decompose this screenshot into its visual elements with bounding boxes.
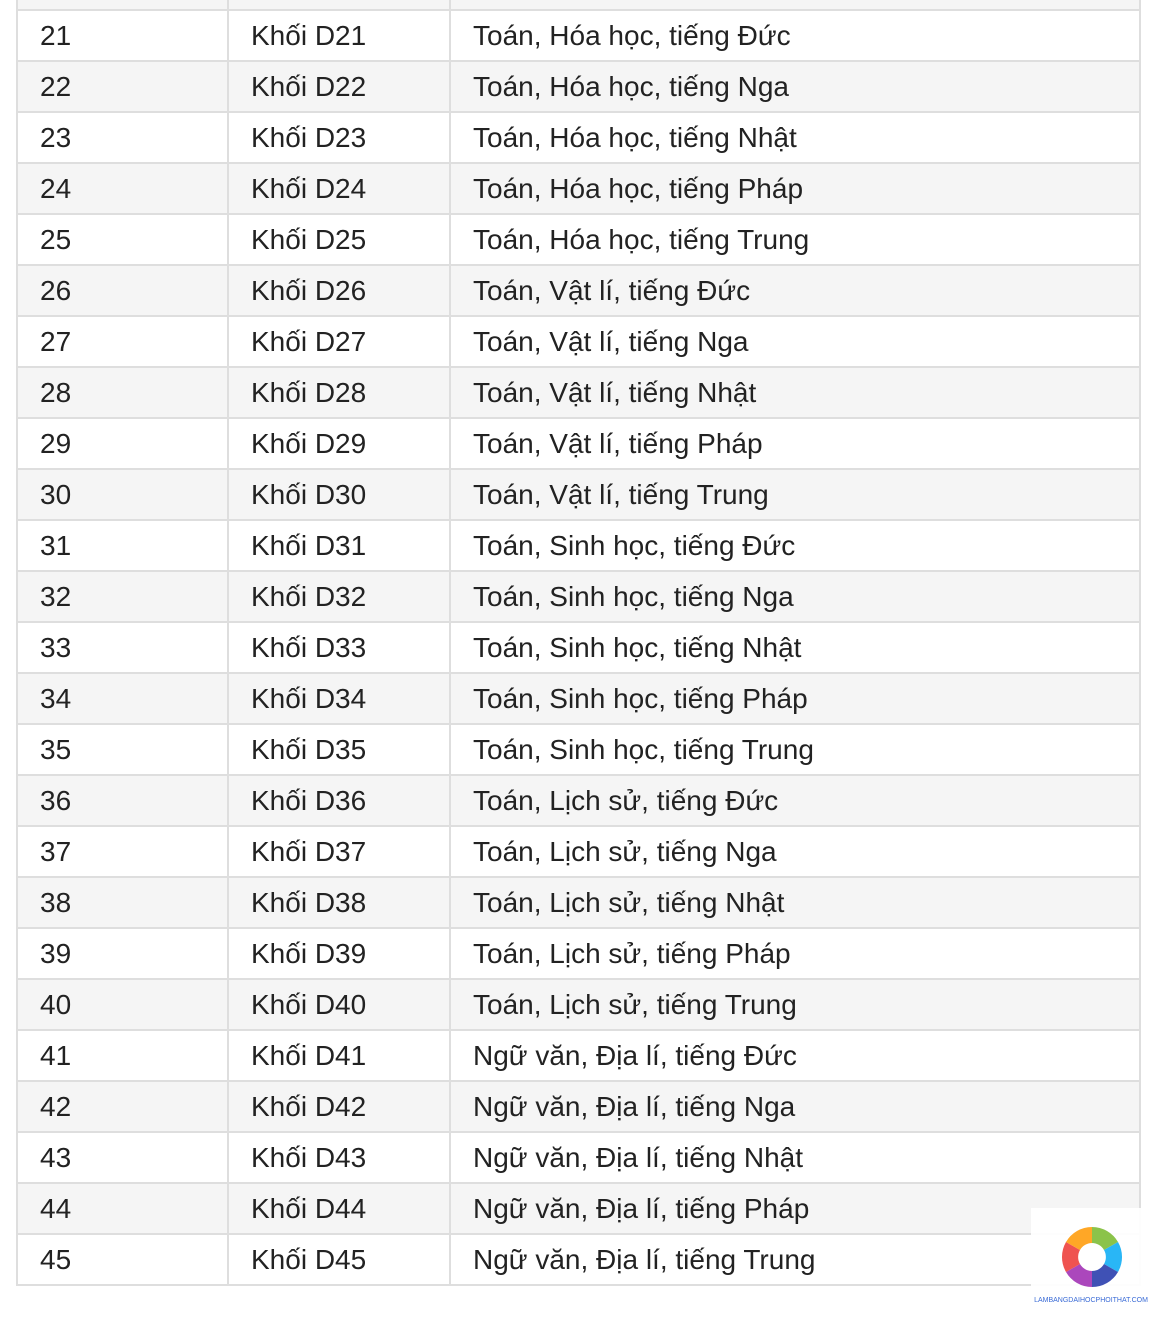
table-container bbox=[16, 0, 1139, 1286]
cell-subjects: Toán, Lịch sử, tiếng Pháp bbox=[450, 928, 1140, 979]
cell-no bbox=[17, 0, 228, 10]
cell-code: Khối D44 bbox=[228, 1183, 450, 1234]
table-row bbox=[17, 1183, 1140, 1234]
table-row bbox=[17, 673, 1140, 724]
cell-no: 37 bbox=[17, 826, 228, 877]
cell-no: 30 bbox=[17, 469, 228, 520]
cell-subjects: Toán, Lịch sử, tiếng Trung bbox=[450, 979, 1140, 1030]
table-row bbox=[17, 367, 1140, 418]
cell-subjects: Toán, Hóa học, tiếng Đức bbox=[450, 10, 1140, 61]
cell-no: 28 bbox=[17, 367, 228, 418]
cell-subjects: Toán, Hóa học, tiếng Pháp bbox=[450, 163, 1140, 214]
table-row bbox=[17, 469, 1140, 520]
cell-subjects: Toán, Sinh học, tiếng Nhật bbox=[450, 622, 1140, 673]
table-row bbox=[17, 826, 1140, 877]
cell-code: Khối D31 bbox=[228, 520, 450, 571]
table-row bbox=[17, 163, 1140, 214]
cell-subjects: Toán, Vật lí, tiếng Trung bbox=[450, 469, 1140, 520]
table-row bbox=[17, 775, 1140, 826]
cell-code: Khối D30 bbox=[228, 469, 450, 520]
table-row bbox=[17, 724, 1140, 775]
cell-code: Khối D27 bbox=[228, 316, 450, 367]
cell-subjects: Ngữ văn, Địa lí, tiếng Pháp bbox=[450, 1183, 1140, 1234]
cell-code: Khối D23 bbox=[228, 112, 450, 163]
watermark-logo bbox=[1031, 1208, 1148, 1318]
cell-code: Khối D42 bbox=[228, 1081, 450, 1132]
table-row bbox=[17, 265, 1140, 316]
table-row bbox=[17, 214, 1140, 265]
cell-no: 25 bbox=[17, 214, 228, 265]
cell-subjects: Toán, Lịch sử, tiếng Nga bbox=[450, 826, 1140, 877]
cell-code: Khối D32 bbox=[228, 571, 450, 622]
table-row bbox=[17, 1234, 1140, 1285]
cell-code: Khối D43 bbox=[228, 1132, 450, 1183]
cell-no: 32 bbox=[17, 571, 228, 622]
cell-code: Khối D21 bbox=[228, 10, 450, 61]
cell-subjects: Toán, Vật lí, tiếng Pháp bbox=[450, 418, 1140, 469]
cell-no: 42 bbox=[17, 1081, 228, 1132]
cell-no: 39 bbox=[17, 928, 228, 979]
table-row bbox=[17, 571, 1140, 622]
cell-code: Khối D33 bbox=[228, 622, 450, 673]
cell-subjects: Toán, Sinh học, tiếng Pháp bbox=[450, 673, 1140, 724]
cell-code: Khối D39 bbox=[228, 928, 450, 979]
table-row bbox=[17, 61, 1140, 112]
cell-no: 45 bbox=[17, 1234, 228, 1285]
cell-subjects: Ngữ văn, Địa lí, tiếng Nga bbox=[450, 1081, 1140, 1132]
cell-no: 43 bbox=[17, 1132, 228, 1183]
cell-no: 26 bbox=[17, 265, 228, 316]
cell-code: Khối D34 bbox=[228, 673, 450, 724]
table-row bbox=[17, 418, 1140, 469]
table-row bbox=[17, 928, 1140, 979]
cell-no: 36 bbox=[17, 775, 228, 826]
table-body bbox=[17, 0, 1140, 1285]
subject-block-table bbox=[16, 0, 1141, 1286]
cell-no: 33 bbox=[17, 622, 228, 673]
cell-no: 21 bbox=[17, 10, 228, 61]
cell-code: Khối D28 bbox=[228, 367, 450, 418]
table-row bbox=[17, 10, 1140, 61]
logo-swirl-icon bbox=[1059, 1224, 1125, 1290]
cell-code: Khối D29 bbox=[228, 418, 450, 469]
cell-subjects: Toán, Vật lí, tiếng Nhật bbox=[450, 367, 1140, 418]
watermark-text: LAMBANGDAIHOCPHOITHAT.COM bbox=[1034, 1297, 1148, 1304]
cell-code: Khối D24 bbox=[228, 163, 450, 214]
cell-subjects: Ngữ văn, Địa lí, tiếng Trung bbox=[450, 1234, 1140, 1285]
cell-subjects: Toán, Hóa học, tiếng Nhật bbox=[450, 112, 1140, 163]
cell-code: Khối D25 bbox=[228, 214, 450, 265]
table-row bbox=[17, 1081, 1140, 1132]
table-row bbox=[17, 520, 1140, 571]
cell-code: Khối D45 bbox=[228, 1234, 450, 1285]
cell-code: Khối D38 bbox=[228, 877, 450, 928]
cell-no: 22 bbox=[17, 61, 228, 112]
table-row bbox=[17, 1132, 1140, 1183]
cell-no: 44 bbox=[17, 1183, 228, 1234]
table-row bbox=[17, 877, 1140, 928]
cell-no: 27 bbox=[17, 316, 228, 367]
cell-no: 29 bbox=[17, 418, 228, 469]
cell-code: Khối D22 bbox=[228, 61, 450, 112]
cell-code: Khối D26 bbox=[228, 265, 450, 316]
cell-no: 41 bbox=[17, 1030, 228, 1081]
cell-no: 24 bbox=[17, 163, 228, 214]
table-row bbox=[17, 622, 1140, 673]
cell-subjects: Toán, Sinh học, tiếng Nga bbox=[450, 571, 1140, 622]
cell-subjects bbox=[450, 0, 1140, 10]
cell-code: Khối D37 bbox=[228, 826, 450, 877]
table-row-partial bbox=[17, 0, 1140, 10]
cell-code bbox=[228, 0, 450, 10]
cell-subjects: Toán, Vật lí, tiếng Nga bbox=[450, 316, 1140, 367]
table-row bbox=[17, 112, 1140, 163]
cell-no: 38 bbox=[17, 877, 228, 928]
cell-subjects: Toán, Sinh học, tiếng Trung bbox=[450, 724, 1140, 775]
cell-no: 40 bbox=[17, 979, 228, 1030]
cell-code: Khối D35 bbox=[228, 724, 450, 775]
cell-subjects: Toán, Hóa học, tiếng Nga bbox=[450, 61, 1140, 112]
cell-subjects: Toán, Hóa học, tiếng Trung bbox=[450, 214, 1140, 265]
cell-subjects: Toán, Lịch sử, tiếng Đức bbox=[450, 775, 1140, 826]
cell-no: 35 bbox=[17, 724, 228, 775]
table-row bbox=[17, 1030, 1140, 1081]
cell-no: 31 bbox=[17, 520, 228, 571]
cell-subjects: Toán, Lịch sử, tiếng Nhật bbox=[450, 877, 1140, 928]
cell-code: Khối D36 bbox=[228, 775, 450, 826]
cell-code: Khối D40 bbox=[228, 979, 450, 1030]
cell-code: Khối D41 bbox=[228, 1030, 450, 1081]
cell-subjects: Ngữ văn, Địa lí, tiếng Đức bbox=[450, 1030, 1140, 1081]
cell-subjects: Toán, Vật lí, tiếng Đức bbox=[450, 265, 1140, 316]
table-row bbox=[17, 979, 1140, 1030]
table-row bbox=[17, 316, 1140, 367]
cell-subjects: Ngữ văn, Địa lí, tiếng Nhật bbox=[450, 1132, 1140, 1183]
cell-subjects: Toán, Sinh học, tiếng Đức bbox=[450, 520, 1140, 571]
cell-no: 23 bbox=[17, 112, 228, 163]
cell-no: 34 bbox=[17, 673, 228, 724]
